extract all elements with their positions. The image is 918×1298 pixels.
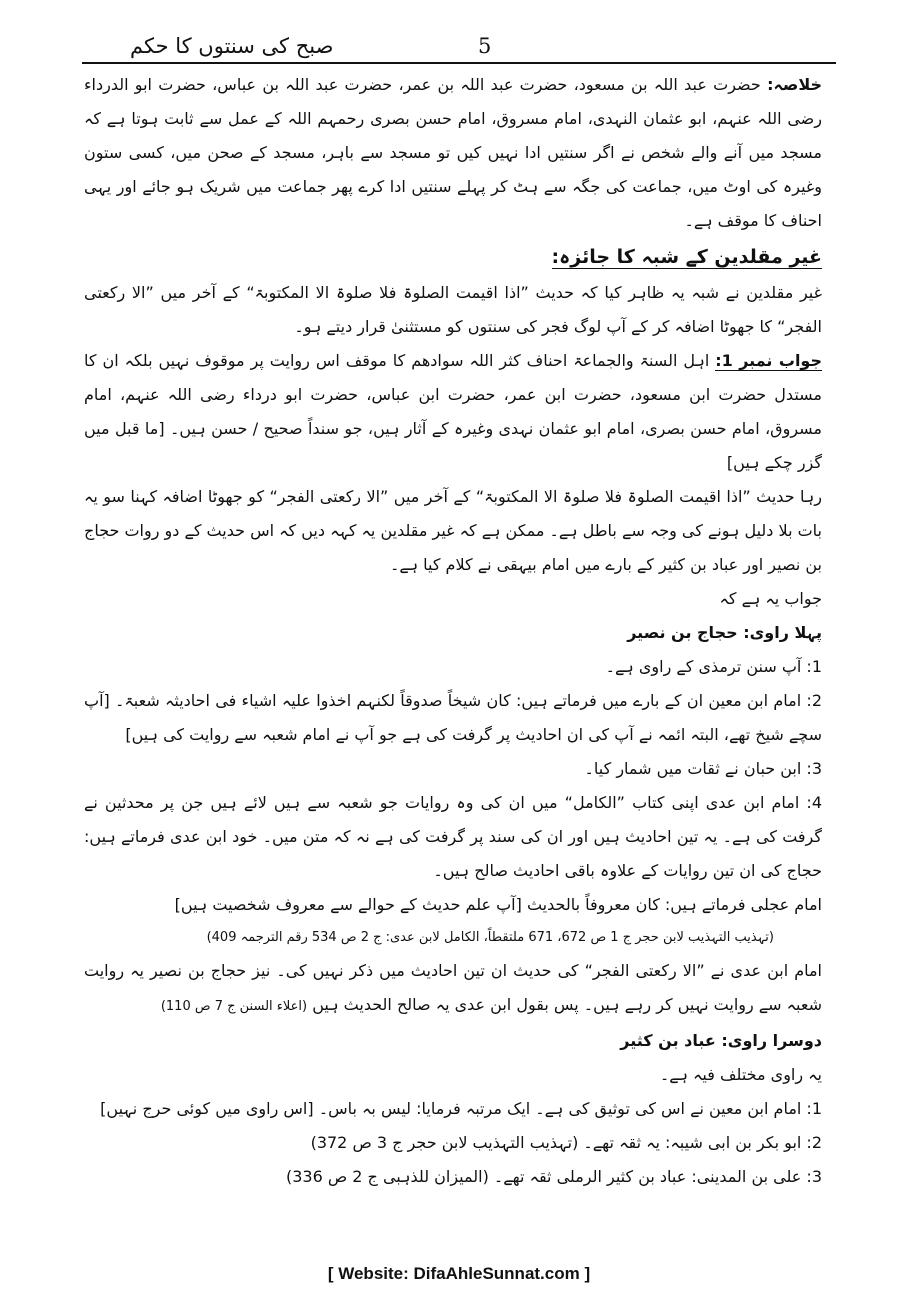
hadith-discussion-paragraph: رہا حدیث ”اذا اقیمت الصلوۃ فلا صلوۃ الا المکتوبۃ“ کے آخر میں ”الا رکعتی الفجر“ کو جھوٹا اضافہ کہنا سو یہ بات بلا دلیل ہونے کی وجہ سے باطل ہے۔ ممکن ہے کہ غیر مقلدین یہ کہہ دیں کہ اس حدیث کے دو روات حجاج بن نصیر اور عباد بن کثیر کے بارے میں امام بیہقی نے کلام کیا ہے۔: [83, 487, 822, 574]
narrator-2-heading: دوسرا راوی: عباد بن کثیر: [620, 1031, 822, 1050]
summary-paragraph: [84, 68, 822, 238]
narrator-2-intro: یہ راوی مختلف فیہ ہے۔: [659, 1065, 822, 1084]
reference-citation: (تہذیب التہذیب لابن حجر ج 1 ص 672، 671 ملتقطاً، الکامل لابن عدی: ج 2 ص 534 رقم الترجمہ 409): [206, 930, 774, 945]
narrator-1-item-4: 4: امام ابن عدی اپنی کتاب ”الکامل“ میں ان کی وہ روایات جو شعبہ سے ہیں لائے ہیں جن پر محدثین نے گرفت کی ہے۔ یہ تین احادیث ہیں اور ان کی سند پر گرفت کی ہے نہ کہ متن میں۔ خود ابن عدی فرماتے ہیں: حجاج کی ان تین روایات کے علاوہ باقی احادیث صالح ہیں۔: [84, 793, 822, 880]
objection-paragraph: غیر مقلدین نے شبہ یہ ظاہر کیا کہ حدیث ”اذا اقیمت الصلوۃ فلا صلوۃ الا المکتوبۃ“ کے آخر میں ”الا رکعتی الفجر“ کا جھوٹا اضافہ کر کے آپ لوگ فجر کی سنتوں کو مستثنیٰ قرار دیتے ہو۔: [84, 283, 823, 336]
narrator-2-item-2: 2: ابو بکر بن ابی شیبہ: یہ ثقہ تھے۔ (تہذیب التہذیب لابن حجر ج 3 ص 372): [310, 1133, 822, 1152]
answer-intro: جواب یہ ہے کہ: [719, 589, 822, 608]
running-header-title: صبح کی سنتوں کا حکم: [130, 34, 334, 58]
answer-1-text: اہل السنۃ والجماعۃ احناف کثر اللہ سوادھم کا موقف اس روایت پر موقوف نہیں بلکہ ان کا مستدل حضرت ابن مسعود، حضرت ابن عمر، حضرت ابن عباس، حضرت ابو درداء رضی اللہ عنہم، امام مسروق، امام حسن بصری، امام ابو عثمان نہدی وغیرہ کے آثار ہیں، جو سنداً صحیح / حسن ہیں۔ [ما قبل میں گزر چکے ہیں]: [84, 351, 822, 472]
narrator-1-item-3: 3: ابن حبان نے ثقات میں شمار کیا۔: [584, 759, 822, 778]
main-content: [84, 68, 822, 1194]
summary-label: خلاصہ:: [767, 75, 822, 94]
narrator-1-item-2: 2: امام ابن معین ان کے بارے میں فرماتے ہیں: کان شیخاً صدوقاً لکنہم اخذوا علیہ اشیاء فی احادیثہ شعبۃ۔ [آپ سچے شیخ تھے، البتہ ائمہ نے آپ کی ان احادیث پر گرفت کی ہے جو آپ نے امام شعبہ سے روایت کی ہیں]: [84, 691, 822, 744]
website-footer: [ Website: DifaAhleSunnat.com ]: [327, 1264, 591, 1283]
narrator-1-heading: پہلا راوی: حجاج بن نصیر: [627, 623, 822, 642]
section-heading: غیر مقلدین کے شبہ کا جائزہ:: [551, 246, 822, 268]
answer-1-label: جواب نمبر 1:: [715, 351, 822, 370]
page-number: 5: [478, 34, 492, 58]
answer-1-paragraph: [84, 344, 822, 480]
narrator-2-item-3: 3: علی بن المدینی: عباد بن کثیر الرملی ثقہ تھے۔ (المیزان للذہبی ج 2 ص 336): [285, 1167, 822, 1186]
narrator-1-item-1: 1: آپ سنن ترمذی کے راوی ہے۔: [605, 657, 822, 676]
conclusion-reference: (اعلاء السنن ج 7 ص 110): [160, 999, 308, 1014]
summary-text: حضرت عبد اللہ بن مسعود، حضرت عبد اللہ بن عمر، حضرت عبد اللہ بن عباس، حضرت ابو الدرداء رضی اللہ عنہم، ابو عثمان النہدی، امام مسروق، امام حسن بصری رحمہم اللہ کے عمل سے ثابت ہوتا ہے کہ مسجد میں آنے والے شخص نے اگر سنتیں ادا نہیں کیں تو مسجد سے باہر، مسجد کے صحن میں، کسی ستون وغیرہ کی اوٹ میں، جماعت کی جگہ سے ہٹ کر پہلے سنتیں ادا کرے پھر جماعت میں شریک ہو جائے اور یہی احناف کا موقف ہے۔: [84, 75, 822, 230]
conclusion-text: امام ابن عدی نے ”الا رکعتی الفجر“ کی حدیث ان تین احادیث میں ذکر نہیں کی۔ نیز حجاج بن نصیر یہ روایت شعبہ سے روایت نہیں کر رہے ہیں۔ پس بقول ابن عدی یہ صالح الحدیث ہیں: [84, 961, 822, 1014]
header-divider: [82, 62, 836, 64]
ijli-quote: امام عجلی فرماتے ہیں: کان معروفاً بالحدیث [آپ علم حدیث کے حوالے سے معروف شخصیت ہیں]: [174, 895, 822, 914]
narrator-1-conclusion: [84, 954, 822, 1024]
narrator-2-item-1: 1: امام ابن معین نے اس کی توثیق کی ہے۔ ایک مرتبہ فرمایا: لیس بہ باس۔ [اس راوی میں کوئی حرج نہیں]: [100, 1099, 822, 1118]
